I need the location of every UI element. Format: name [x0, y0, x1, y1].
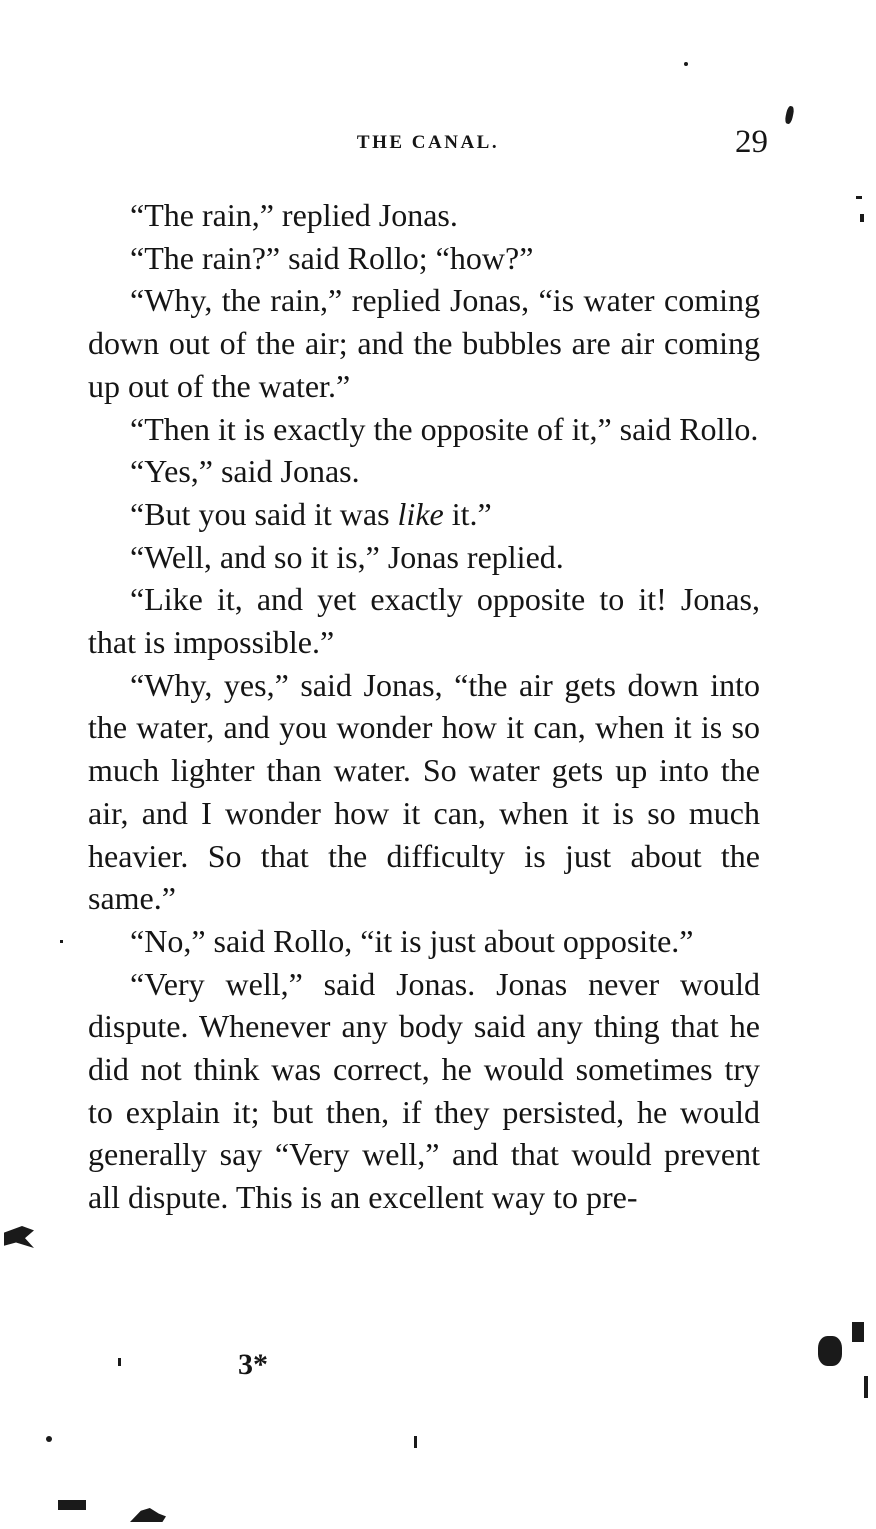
ink-speck [130, 1508, 166, 1522]
ink-speck [58, 1500, 86, 1510]
paragraph: “Yes,” said Jonas. [130, 453, 360, 490]
ink-speck [46, 1436, 52, 1442]
paragraph-text: “But you said it was [130, 495, 398, 532]
ink-speck [118, 1358, 121, 1366]
running-head: THE CANAL. [356, 132, 500, 153]
ink-speck [414, 1436, 417, 1448]
ink-speck [684, 62, 688, 66]
ink-speck [860, 214, 864, 222]
paragraph: “Very well,” said Jonas. Jonas never would dispute. Whenever any body said any thing that he did not think was correct, he would sometimes try to explain it; but then, if they persisted, he would generally say “Very well,” and that would prevent all dispute. This is an excellent way to pre- [88, 965, 760, 1216]
paragraph: “The rain,” replied Jonas. [130, 197, 458, 233]
paragraph: “The rain?” said Rollo; “how?” [130, 239, 534, 276]
ink-speck [4, 1226, 34, 1248]
paragraph: “No,” said Rollo, “it is just about opposite.” [130, 922, 694, 959]
ink-speck [864, 1376, 868, 1398]
paragraph [88, 493, 760, 536]
ink-speck [784, 105, 795, 124]
paragraph: “Then it is exactly the opposite of it,” said Rollo. [130, 410, 759, 447]
paragraph-text: it.” [443, 495, 492, 532]
emphasized-word: like [397, 495, 444, 532]
page-number: 29 [735, 124, 768, 160]
paragraph: “Like it, and yet exactly opposite to it! Jonas, that is impossible.” [88, 581, 760, 661]
page-header [88, 124, 768, 168]
ink-speck [818, 1336, 842, 1366]
ink-speck [852, 1322, 864, 1342]
paragraph: “Well, and so it is,” Jonas replied. [130, 538, 564, 575]
paragraph: “Why, the rain,” replied Jonas, “is water coming down out of the air; and the bubbles are air coming up out of the water.” [88, 282, 760, 404]
paragraph: “Why, yes,” said Jonas, “the air gets down into the water, and you wonder how it can, when it is so much lighter than water. So water gets up into the air, and I wonder how it can, when it is so much heavier. So that the difficulty is just about the same.” [88, 666, 760, 917]
ink-speck [60, 940, 63, 943]
signature-mark: 3* [238, 1348, 268, 1381]
ink-speck [856, 196, 862, 199]
body-text [88, 194, 760, 1219]
